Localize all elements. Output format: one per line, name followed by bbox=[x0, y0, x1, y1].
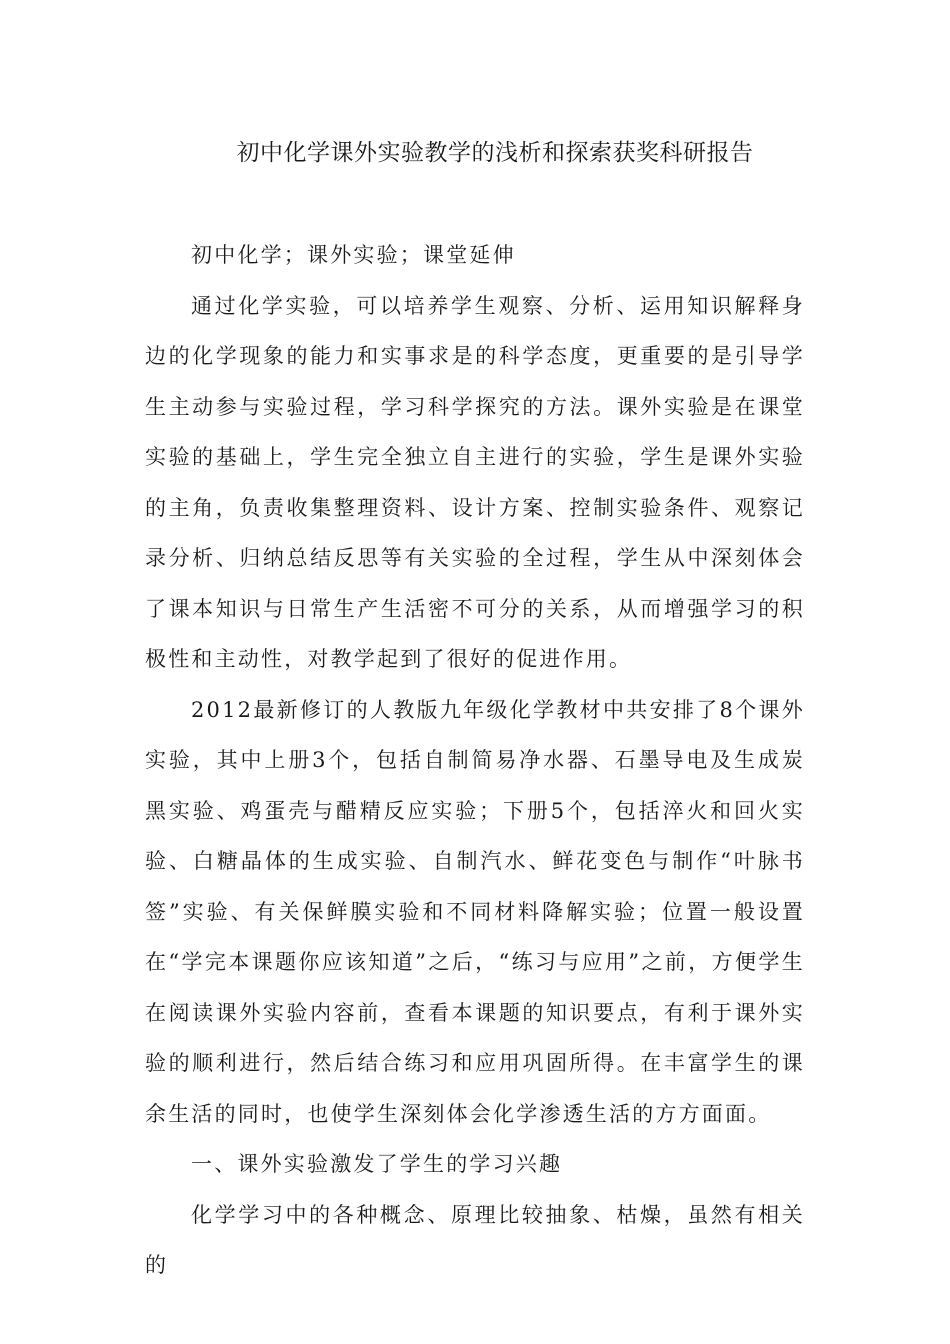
body-paragraph: 2012最新修订的人教版九年级化学教材中共安排了8个课外实验，其中上册3个，包括自制简易净水器、石墨导电及生成炭黑实验、鸡蛋壳与醋精反应实验；下册5个，包括淬火和回火实验、白糖晶体的生成实验、自制汽水、鲜花变色与制作“叶脉书签”实验、有关保鲜膜实验和不同材料降解实验；位置一般设置在“学完本课题你应该知道”之后，“练习与应用”之前，方便学生在阅读课外实验内容前，查看本课题的知识要点，有利于课外实验的顺利进行，然后结合练习和应用巩固所得。在丰富学生的课余生活的同时，也使学生深刻体会化学渗透生活的方方面面。 bbox=[145, 697, 805, 1126]
body-paragraph: 通过化学实验，可以培养学生观察、分析、运用知识解释身边的化学现象的能力和实事求是的科学态度，更重要的是引导学生主动参与实验过程，学习科学探究的方法。课外实验是在课堂实验的基础上，学生完全独立自主进行的实验，学生是课外实验的主角，负责收集整理资料、设计方案、控制实验条件、观察记录分析、归纳总结反思等有关实验的全过程，学生从中深刻体会了课本知识与日常生产生活密不可分的关系，从而增强学习的积极性和主动性，对教学起到了很好的促进作用。 bbox=[145, 293, 805, 671]
keywords-paragraph: 初中化学；课外实验；课堂延伸 bbox=[191, 243, 516, 267]
document-body bbox=[145, 230, 805, 1291]
body-paragraph: 化学学习中的各种概念、原理比较抽象、枯燥，虽然有相关的 bbox=[145, 1202, 805, 1277]
section-heading: 一、课外实验激发了学生的学习兴趣 bbox=[191, 1152, 563, 1176]
document-title: 初中化学课外实验教学的浅析和探索获奖科研报告 bbox=[236, 140, 754, 166]
